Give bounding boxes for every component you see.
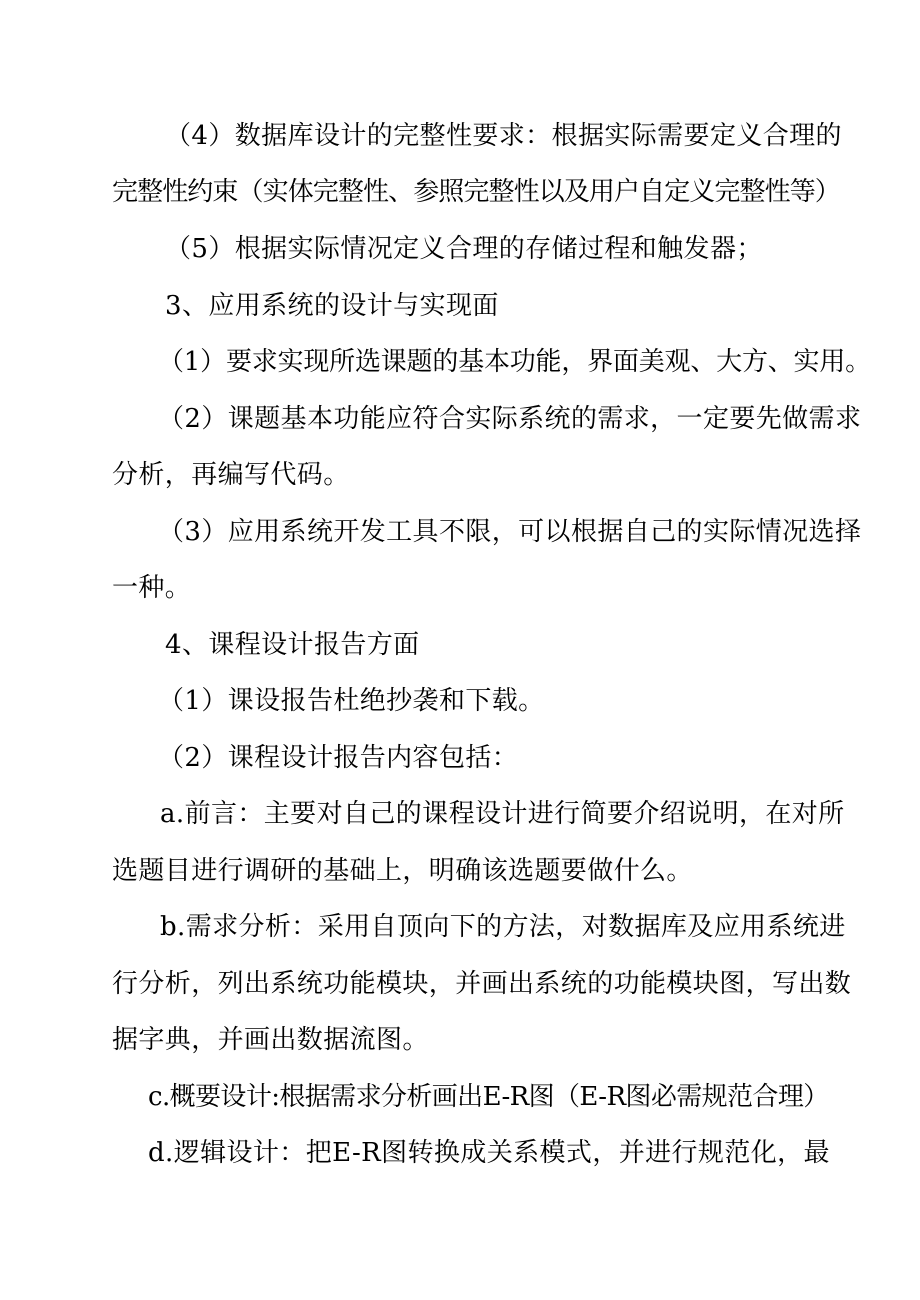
section-heading-4: 4、课程设计报告方面: [165, 630, 420, 660]
text-line-3: （5）根据实际情况定义合理的存储过程和触发器；: [165, 234, 763, 264]
text-line-2: 完整性约束（实体完整性、参照完整性以及用户自定义完整性等）: [112, 177, 840, 207]
text-line-5: （1）要求实现所选课题的基本功能，界面美观、大方、实用。: [158, 347, 871, 377]
text-line-19: d.逻辑设计：把E-R图转换成关系模式，并进行规范化，最: [148, 1138, 830, 1168]
text-line-9: 一种。: [112, 573, 192, 603]
text-line-6: （2）课题基本功能应符合实际系统的需求，一定要先做需求: [158, 404, 862, 434]
text-line-17: 据字典，并画出数据流图。: [112, 1025, 429, 1055]
text-line-11: （1）课设报告杜绝抄袭和下载。: [158, 686, 545, 716]
text-line-14: 选题目进行调研的基础上，明确该选题要做什么。: [112, 856, 693, 886]
section-heading-3: 3、应用系统的设计与实现面: [165, 291, 499, 321]
text-line-1: （4）数据库设计的完整性要求：根据实际需要定义合理的: [165, 121, 842, 151]
text-line-16: 行分析，列出系统功能模块，并画出系统的功能模块图，写出数: [112, 969, 852, 999]
text-line-13: a.前言：主要对自己的课程设计进行简要介绍说明，在对所: [160, 799, 845, 829]
text-line-18: c.概要设计:根据需求分析画出E-R图（E-R图必需规范合理）: [148, 1082, 829, 1112]
text-line-12: （2）课程设计报告内容包括：: [158, 743, 519, 773]
text-line-8: （3）应用系统开发工具不限，可以根据自己的实际情况选择: [158, 517, 862, 547]
text-line-15: b.需求分析：采用自顶向下的方法，对数据库及应用系统进: [160, 912, 846, 942]
text-line-7: 分析，再编写代码。: [112, 460, 350, 490]
